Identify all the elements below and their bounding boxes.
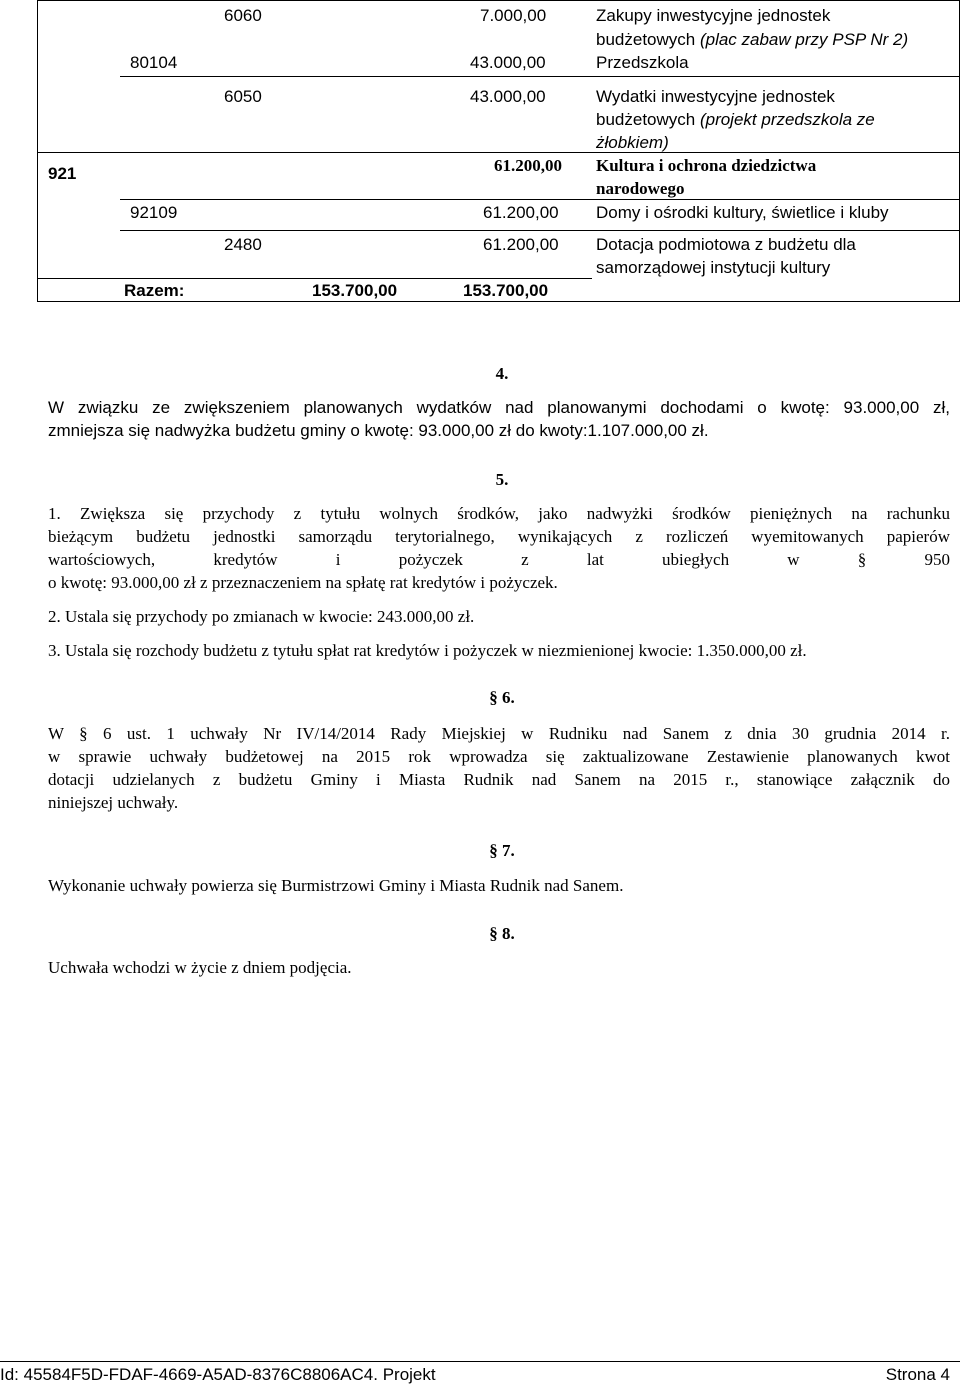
- footer-divider: [0, 1361, 960, 1362]
- section-7-heading: § 7.: [489, 841, 515, 860]
- section-6-line2: w sprawie uchwały budżetowej na 2015 rok wprowadza się zaktualizowane Zestawienie planowanych kwot: [48, 747, 950, 766]
- row3-desc-2: budżetowych (projekt przedszkola ze: [596, 110, 875, 129]
- row3-paragraf: 6050: [224, 87, 262, 106]
- row1-desc-2: budżetowych (plac zabaw przy PSP Nr 2): [596, 30, 909, 49]
- row5-amount: 61.200,00: [483, 203, 559, 222]
- section-5-p1-line3: wartościowych, kredytów i pożyczek z lat ubiegłych w § 950: [48, 550, 950, 569]
- row5-desc: Domy i ośrodki kultury, świetlice i kluby: [596, 203, 889, 222]
- section-4-line1: W związku ze zwiększeniem planowanych wydatków nad planowanymi dochodami o kwotę: 93.000,00 zł,: [48, 398, 950, 417]
- row4-amount: 61.200,00: [494, 156, 562, 175]
- section-8-text: Uchwała wchodzi w życie z dniem podjęcia.: [48, 958, 352, 977]
- section-5-p1-line1: 1. Zwiększa się przychody z tytułu wolnych środków, jako nadwyżki środków pieniężnych na rachunku: [48, 504, 950, 523]
- section-6-line1: W § 6 ust. 1 uchwały Nr IV/14/2014 Rady Miejskiej w Rudniku nad Sanem z dnia 30 grudnia 2014 r.: [48, 724, 950, 743]
- row3-amount: 43.000,00: [470, 87, 546, 106]
- footer-id: Id: 45584F5D-FDAF-4669-A5AD-8376C8806AC4. Projekt: [0, 1365, 436, 1384]
- section-4-heading: 4.: [495, 364, 509, 383]
- section-8-heading: § 8.: [489, 924, 515, 943]
- row1-paragraf: 6060: [224, 6, 262, 25]
- footer-page: Strona 4: [885, 1365, 950, 1384]
- section-4-line2: zmniejsza się nadwyżka budżetu gminy o kwotę: 93.000,00 zł do kwoty:1.107.000,00 zł.: [48, 421, 709, 440]
- section-5-p2: 2. Ustala się przychody po zmianach w kwocie: 243.000,00 zł.: [48, 607, 475, 626]
- row2-desc: Przedszkola: [596, 53, 689, 72]
- row4-desc-2: narodowego: [596, 179, 685, 198]
- row3-desc-3: żłobkiem): [596, 133, 669, 152]
- row6-desc-2: samorządowej instytucji kultury: [596, 258, 831, 277]
- section-6-heading: § 6.: [489, 688, 515, 707]
- total-label: Razem:: [124, 281, 185, 300]
- row6-amount: 61.200,00: [483, 235, 559, 254]
- row6-desc: Dotacja podmiotowa z budżetu dla: [596, 235, 856, 254]
- row1-desc: Zakupy inwestycyjne jednostek: [596, 6, 831, 25]
- section-7-text: Wykonanie uchwały powierza się Burmistrzowi Gminy i Miasta Rudnik nad Sanem.: [48, 876, 624, 895]
- row3-desc: Wydatki inwestycyjne jednostek: [596, 87, 835, 106]
- section-5-p3: 3. Ustala się rozchody budżetu z tytułu spłat rat kredytów i pożyczek w niezmienionej kwocie: 1.350.000,00 zł.: [48, 641, 807, 660]
- row4-desc: Kultura i ochrona dziedzictwa: [596, 156, 817, 175]
- total-amount-2: 153.700,00: [463, 281, 549, 300]
- row1-amount: 7.000,00: [480, 6, 547, 25]
- row5-rozdzial: 92109: [130, 203, 178, 222]
- section-6-line3: dotacji udzielanych z budżetu Gminy i Miasta Rudnik nad Sanem na 2015 r., stanowiące załącznik do: [48, 770, 950, 789]
- row6-paragraf: 2480: [224, 235, 262, 254]
- total-amount-1: 153.700,00: [312, 281, 398, 300]
- section-5-heading: 5.: [495, 470, 509, 489]
- section-6-line4: niniejszej uchwały.: [48, 793, 179, 812]
- section-5-p1-line2: bieżącym budżetu jednostki samorządu terytorialnego, wynikających z rozliczeń wyemitowanych papierów: [48, 527, 950, 546]
- row2-amount: 43.000,00: [470, 53, 546, 72]
- row4-dzial: 921: [48, 164, 77, 183]
- section-5-p1-line4: o kwotę: 93.000,00 zł z przeznaczeniem na spłatę rat kredytów i pożyczek.: [48, 573, 558, 592]
- row2-rozdzial: 80104: [130, 53, 178, 72]
